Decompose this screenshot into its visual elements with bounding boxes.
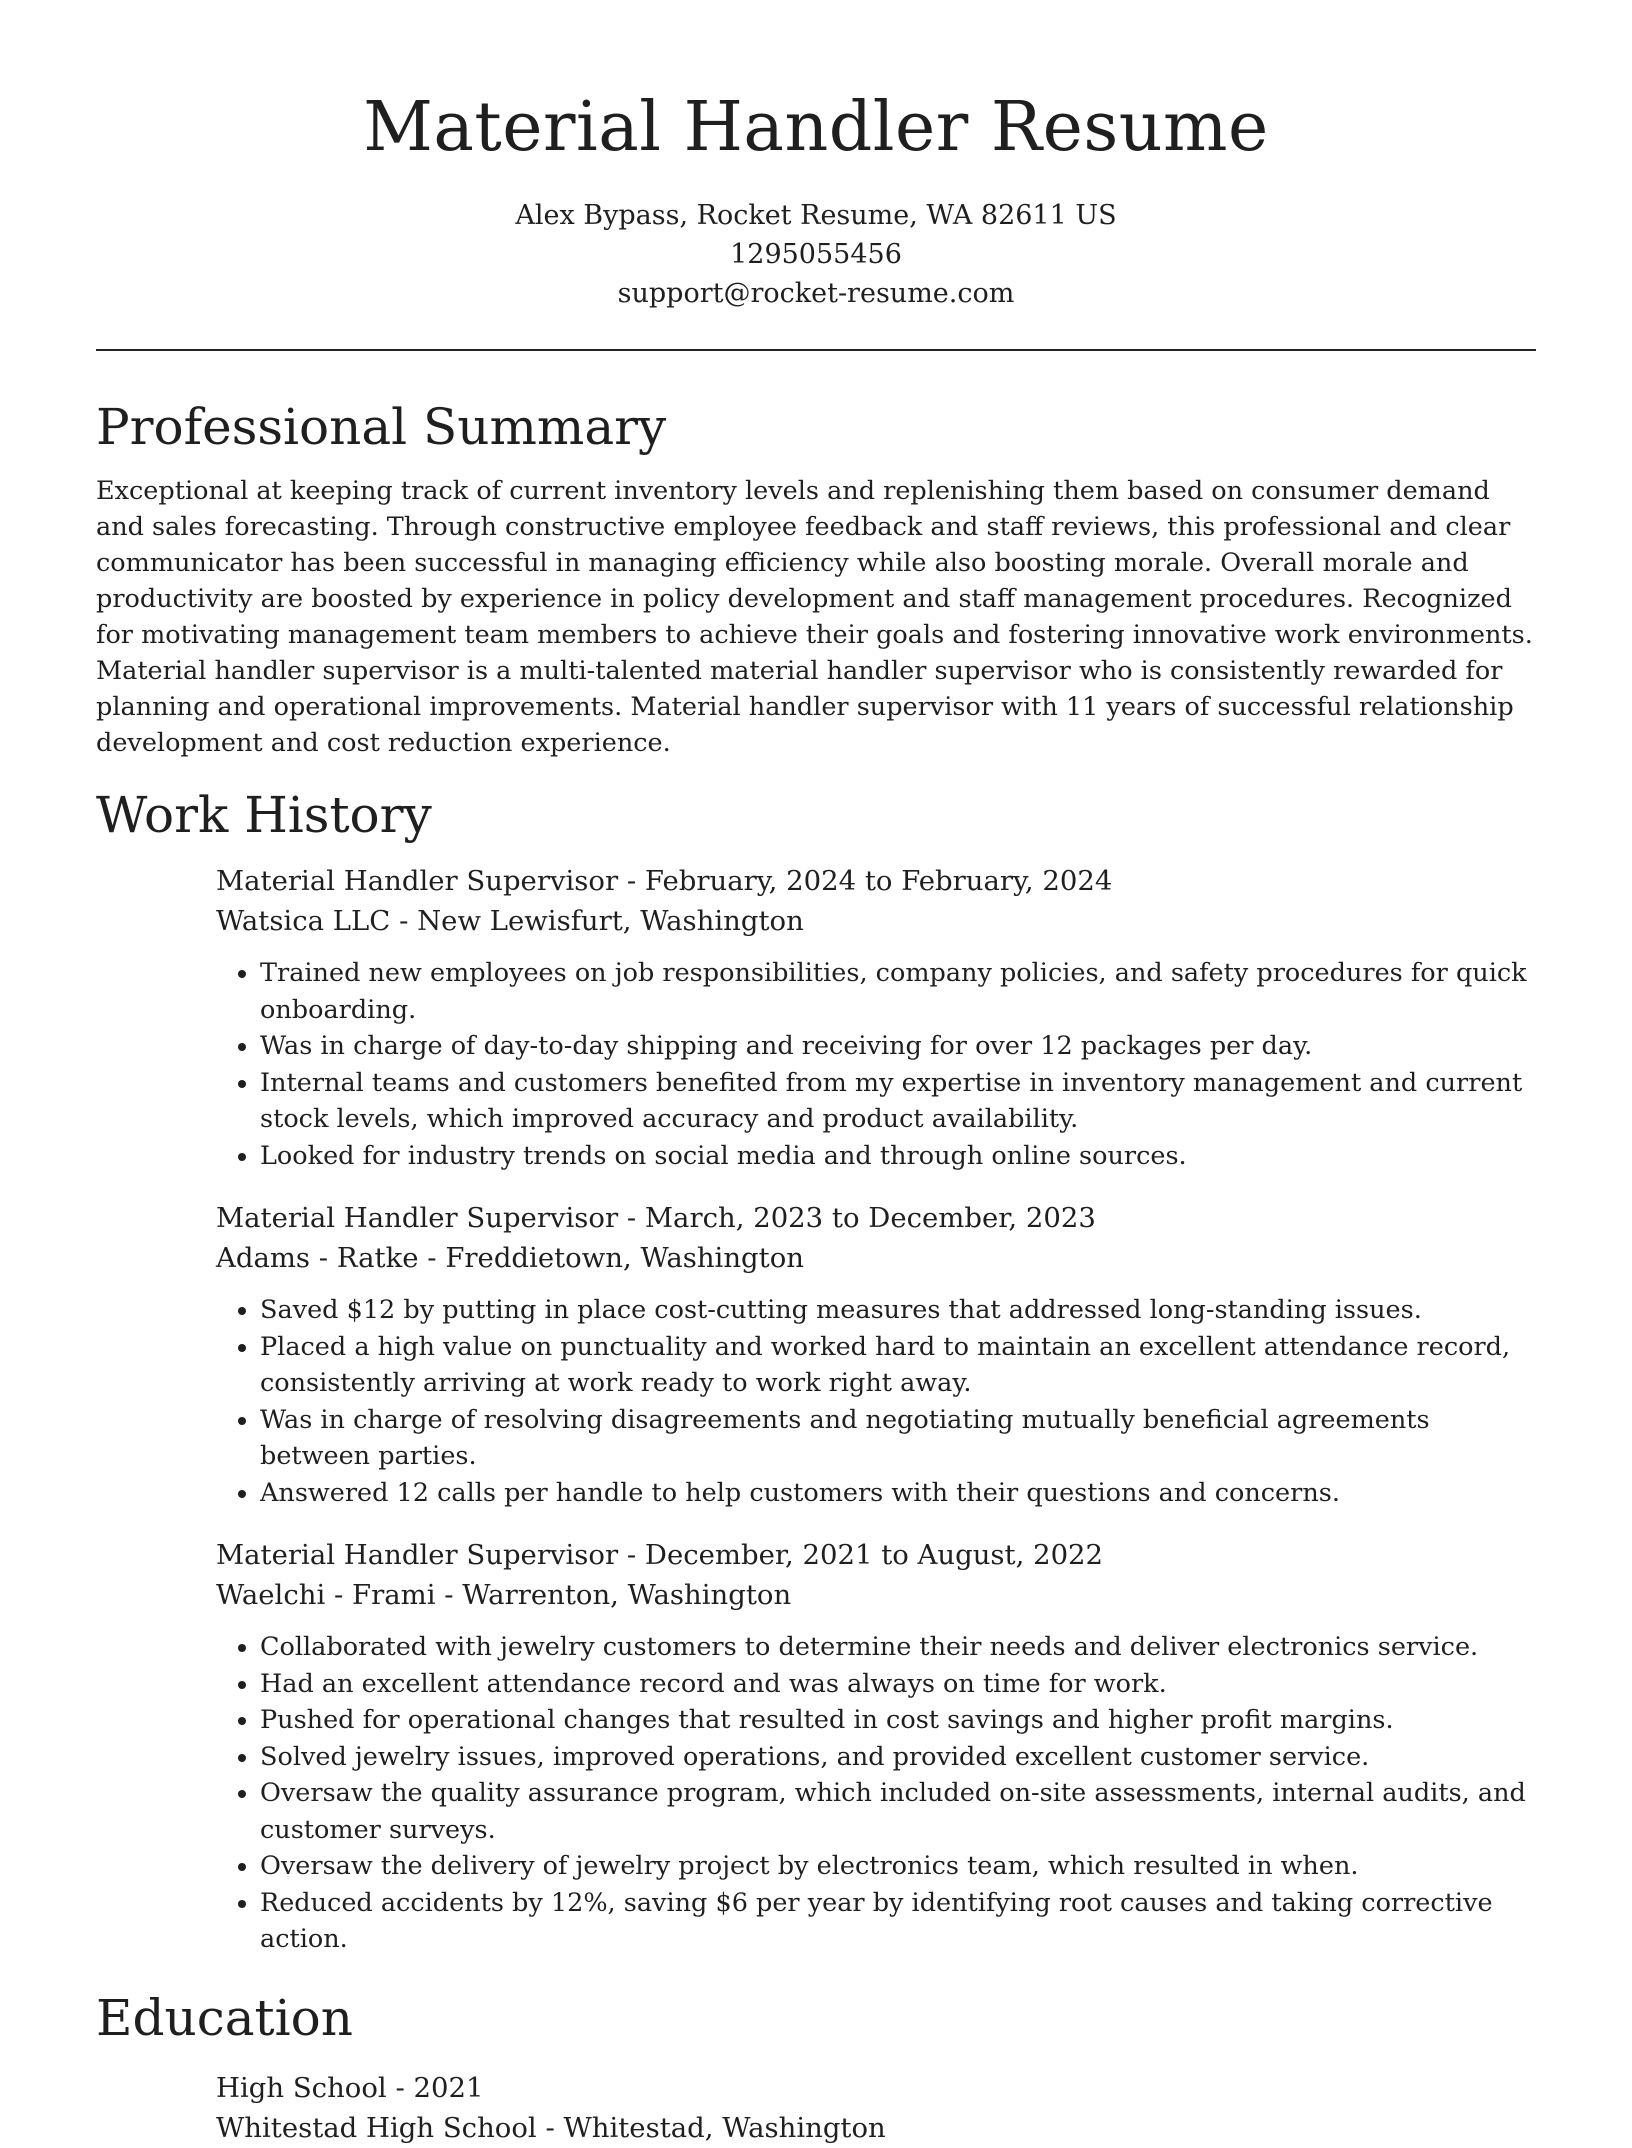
summary-section [96, 395, 1536, 761]
job-bullet: • Reduced accidents by 12%, saving $6 per year by identifying root causes and taking corrective action. [260, 1885, 1536, 1958]
job-company: Waelchi - Frami [216, 1579, 436, 1611]
header-divider [96, 349, 1536, 351]
job-bullets [216, 1629, 1536, 1958]
job-title-line [216, 1198, 1536, 1238]
job-company-line [216, 1575, 1536, 1615]
summary-heading: Professional Summary [96, 398, 667, 456]
job-dates: - March, 2023 to December, 2023 [618, 1202, 1096, 1234]
job-bullets [216, 1292, 1536, 1511]
job-bullet: • Answered 12 calls per handle to help customers with their questions and concerns. [260, 1475, 1536, 1512]
education-year: - 2021 [386, 2071, 484, 2104]
contact-info [96, 196, 1536, 313]
job-title: Material Handler Supervisor [216, 1202, 619, 1234]
job-bullet: • Collaborated with jewelry customers to determine their needs and deliver electronics service. [260, 1629, 1536, 1666]
work-history-heading: Work History [96, 786, 432, 844]
job-bullet: • Trained new employees on job responsibilities, company policies, and safety procedures for quick onboarding. [260, 955, 1536, 1028]
job-dates: - December, 2021 to August, 2022 [618, 1539, 1104, 1571]
education-location: - Whitestad, Washington [536, 2111, 886, 2144]
education-entry [216, 2068, 1536, 2148]
contact-email: support@rocket-resume.com [617, 278, 1015, 309]
work-history-section [96, 783, 1536, 1958]
job-location: - Warrenton, Washington [435, 1579, 792, 1611]
education-section [96, 1986, 1536, 2148]
job-entry [216, 1535, 1536, 1958]
job-bullets [216, 955, 1536, 1174]
job-title: Material Handler Supervisor [216, 1539, 619, 1571]
job-company: Watsica LLC [216, 905, 391, 937]
job-company-line [216, 901, 1536, 941]
job-bullet: • Placed a high value on punctuality and worked hard to maintain an excellent attendance record, consistently arriving at work ready to work right away. [260, 1329, 1536, 1402]
contact-phone: 1295055456 [730, 239, 902, 270]
job-bullet: • Had an excellent attendance record and was always on time for work. [260, 1666, 1536, 1703]
job-bullet: • Pushed for operational changes that resulted in cost savings and higher profit margins. [260, 1702, 1536, 1739]
education-degree-line [216, 2068, 1536, 2108]
job-bullet: • Looked for industry trends on social media and through online sources. [260, 1138, 1536, 1175]
job-bullet: • Was in charge of day-to-day shipping and receiving for over 12 packages per day. [260, 1028, 1536, 1065]
job-location: - New Lewisfurt, Washington [390, 905, 804, 937]
job-bullet: • Oversaw the quality assurance program, which included on-site assessments, internal audits, and customer surveys. [260, 1775, 1536, 1848]
job-bullet: • Oversaw the delivery of jewelry project by electronics team, which resulted in when. [260, 1848, 1536, 1885]
education-school-line [216, 2108, 1536, 2148]
resume-title: Material Handler Resume [363, 88, 1269, 167]
job-bullet: • Internal teams and customers benefited from my expertise in inventory management and current stock levels, which improved accuracy and product availability. [260, 1065, 1536, 1138]
job-company: Adams - Ratke [216, 1242, 419, 1274]
job-dates: - February, 2024 to February, 2024 [618, 865, 1113, 897]
education-degree: High School [216, 2071, 387, 2104]
contact-address: Alex Bypass, Rocket Resume, WA 82611 US [515, 200, 1117, 231]
job-entry [216, 861, 1536, 1174]
job-title-line [216, 1535, 1536, 1575]
job-title: Material Handler Supervisor [216, 865, 619, 897]
job-bullet: • Solved jewelry issues, improved operations, and provided excellent customer service. [260, 1739, 1536, 1776]
job-company-line [216, 1238, 1536, 1278]
resume-header [96, 0, 1536, 313]
job-bullet: • Saved $12 by putting in place cost-cutting measures that addressed long-standing issues. [260, 1292, 1536, 1329]
job-title-line [216, 861, 1536, 901]
job-entry [216, 1198, 1536, 1511]
summary-text: Exceptional at keeping track of current inventory levels and replenishing them based on consumer demand and sales forecasting. Through constructive employee feedback and staff reviews, this professional and clear communicator has been successful in managing efficiency while also boosting morale. Overall morale and productivity are boosted by experience in policy development and staff management procedures. Recognized for motivating management team members to achieve their goals and fostering innovative work environments. Material handler supervisor is a multi-talented material handler supervisor who is consistently rewarded for planning and operational improvements. Material handler supervisor with 11 years of successful relationship development and cost reduction experience. [96, 476, 1533, 758]
education-heading: Education [96, 1988, 353, 2047]
job-bullet: • Was in charge of resolving disagreements and negotiating mutually beneficial agreements between parties. [260, 1402, 1536, 1475]
education-school: Whitestad High School [216, 2111, 537, 2144]
job-location: - Freddietown, Washington [418, 1242, 804, 1274]
